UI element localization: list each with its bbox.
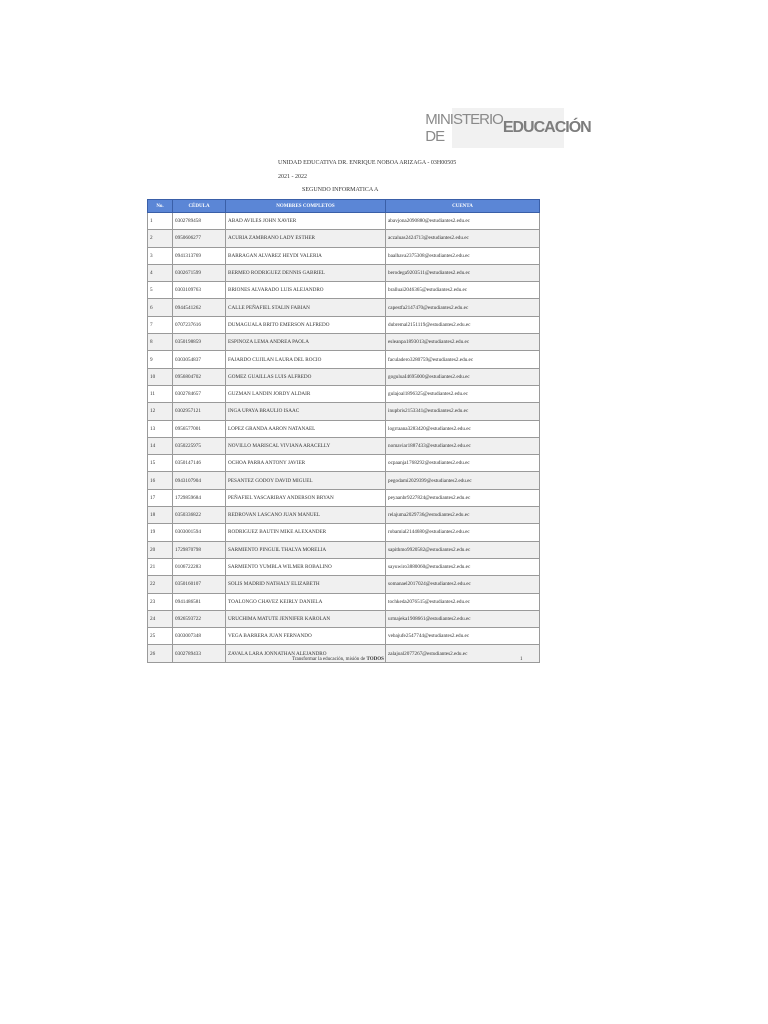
row-id: 0926593722 — [173, 610, 226, 627]
table-header-row — [148, 200, 540, 213]
row-id: 0303007348 — [173, 628, 226, 645]
table-row — [148, 213, 540, 230]
row-account: aczaluas2424713@estudiantes2.edu.ec — [386, 230, 540, 247]
row-id: 0302789433 — [173, 645, 226, 662]
ministry-logo — [425, 108, 591, 148]
row-id: 0707237616 — [173, 316, 226, 333]
row-account: abavjona2090880@estudiantes2.edu.ec — [386, 213, 540, 230]
row-number: 22 — [148, 576, 173, 593]
row-id: 1729870798 — [173, 541, 226, 558]
class-name: SEGUNDO INFORMATICA A — [302, 187, 379, 193]
row-number: 26 — [148, 645, 173, 662]
footer-bold-text: TODOS — [366, 657, 384, 662]
row-name: CALLE PEÑAFIEL STALIN FABIAN — [226, 299, 386, 316]
row-account: esleanpa1893013@estudiantes2.edu.ec — [386, 334, 540, 351]
row-account: urmajeka1908661@estudiantes2.edu.ec — [386, 610, 540, 627]
row-number: 7 — [148, 316, 173, 333]
row-name: PEÑAFIEL YASCARIBAY ANDERSON BRYAN — [226, 489, 386, 506]
row-id: 0302784657 — [173, 385, 226, 402]
row-name: ESPINOZA LEMA ANDREA PAOLA — [226, 334, 386, 351]
student-table — [147, 199, 540, 663]
logo-bold-text: EDUCACIÓN — [502, 119, 591, 136]
row-number: 1 — [148, 213, 173, 230]
row-number: 12 — [148, 403, 173, 420]
row-account: gulajoal1896325@estudiantes2.edu.ec — [386, 385, 540, 402]
table-row — [148, 385, 540, 402]
school-year: 2021 - 2022 — [278, 174, 307, 180]
row-name: VEGA BARRERA JUAN FERNANDO — [226, 628, 386, 645]
row-name: OCHOA PARRA ANTONY JAVIER — [226, 455, 386, 472]
row-name: SARMIENTO YUMBLA WILMER ROBALINO — [226, 558, 386, 575]
row-id: 0303054837 — [173, 351, 226, 368]
row-name: GUZMAN LANDIN JORDY ALDAIR — [226, 385, 386, 402]
row-account: robamial2144680@estudiantes2.edu.ec — [386, 524, 540, 541]
table-row — [148, 576, 540, 593]
page-number: 1 — [520, 657, 523, 662]
row-id: 0302957121 — [173, 403, 226, 420]
table-row — [148, 282, 540, 299]
table-row — [148, 558, 540, 575]
table-row — [148, 316, 540, 333]
row-name: URUCHIMA MATUTE JENNIFER KAROLAN — [226, 610, 386, 627]
row-number: 2 — [148, 230, 173, 247]
row-name: ZAVALA LARA JONNATHAN ALEJANDRO — [226, 645, 386, 662]
row-number: 3 — [148, 247, 173, 264]
row-account: inupbris2153341@estudiantes2.edu.ec — [386, 403, 540, 420]
row-name: ACURIA ZAMBRANO LADY ESTHER — [226, 230, 386, 247]
row-account: tochkeda2076515@estudiantes2.edu.ec — [386, 593, 540, 610]
row-account: pegodami2029399@estudiantes2.edu.ec — [386, 472, 540, 489]
row-number: 18 — [148, 507, 173, 524]
table-row — [148, 507, 540, 524]
row-id: 0350336822 — [173, 507, 226, 524]
column-header-number: No. — [148, 200, 173, 213]
row-number: 4 — [148, 264, 173, 281]
table-row — [148, 524, 540, 541]
row-id: 0350198859 — [173, 334, 226, 351]
row-account: vebajufe2547744@estudiantes2.edu.ec — [386, 628, 540, 645]
table-row — [148, 437, 540, 454]
table-row — [148, 351, 540, 368]
row-number: 21 — [148, 558, 173, 575]
row-account: nomaviar1887433@estudiantes2.edu.ec — [386, 437, 540, 454]
table-row — [148, 541, 540, 558]
row-number: 16 — [148, 472, 173, 489]
row-account: capestfa2147470@estudiantes2.edu.ec — [386, 299, 540, 316]
school-name: UNIDAD EDUCATIVA DR. ENRIQUE NOBOA ARIZAGA - 03H00505 — [278, 160, 457, 166]
row-id: 0956804702 — [173, 368, 226, 385]
row-name: INGA UPAYA BRAULIO ISAAC — [226, 403, 386, 420]
table-row — [148, 472, 540, 489]
table-row — [148, 403, 540, 420]
row-id: 0350160107 — [173, 576, 226, 593]
logo-light-text: MINISTERIO DE — [425, 111, 503, 145]
table-row — [148, 610, 540, 627]
row-number: 20 — [148, 541, 173, 558]
row-name: BRIONES ALVARADO LUIS ALEJANDRO — [226, 282, 386, 299]
row-account: goguluaI4695000@estudiantes2.edu.ec — [386, 368, 540, 385]
table-row — [148, 489, 540, 506]
row-account: sayuwiro3880060@estudiantes2.edu.ec — [386, 558, 540, 575]
row-number: 24 — [148, 610, 173, 627]
row-id: 1729859684 — [173, 489, 226, 506]
row-name: TOALONGO CHAVEZ KEIRLY DANIELA — [226, 593, 386, 610]
row-id: 0943107904 — [173, 472, 226, 489]
row-id: 0944541262 — [173, 299, 226, 316]
table-row — [148, 299, 540, 316]
row-number: 15 — [148, 455, 173, 472]
row-name: BERMEO RODRIGUEZ DENNIS GABRIEL — [226, 264, 386, 281]
table-row — [148, 334, 540, 351]
table-row — [148, 368, 540, 385]
row-name: RODRIGUEZ BAUTIN MIKE ALEXANDER — [226, 524, 386, 541]
row-number: 23 — [148, 593, 173, 610]
row-account: peyaanbr9227824@estudiantes2.edu.ec — [386, 489, 540, 506]
row-id: 0350147146 — [173, 455, 226, 472]
row-id: 0302671599 — [173, 264, 226, 281]
column-header-name: NOMBRES COMPLETOS — [226, 200, 386, 213]
row-number: 5 — [148, 282, 173, 299]
row-account: berodega9203511@estudiantes2.edu.ec — [386, 264, 540, 281]
row-name: SOLIS MADRID NATHALY ELIZABETH — [226, 576, 386, 593]
row-account: sapithmo9920582@estudiantes2.edu.ec — [386, 541, 540, 558]
row-number: 13 — [148, 420, 173, 437]
row-number: 8 — [148, 334, 173, 351]
row-number: 9 — [148, 351, 173, 368]
row-account: dubremal2151119@estudiantes2.edu.ec — [386, 316, 540, 333]
row-number: 6 — [148, 299, 173, 316]
row-id: 0950606277 — [173, 230, 226, 247]
row-name: REDROVAN LASCANO JUAN MANUEL — [226, 507, 386, 524]
row-account: ocpaanja1768292@estudiantes2.edu.ec — [386, 455, 540, 472]
table-row — [148, 230, 540, 247]
row-number: 10 — [148, 368, 173, 385]
row-name: SARMIENTO PINGUIL THALYA MORELIA — [226, 541, 386, 558]
row-account: somanael2017024@estudiantes2.edu.ec — [386, 576, 540, 593]
table-row — [148, 264, 540, 281]
row-name: BARRAGAN ALVAREZ HEYDI VALERIA — [226, 247, 386, 264]
row-name: FAJARDO CUJILAN LAURA DEL ROCIO — [226, 351, 386, 368]
row-id: 0302789458 — [173, 213, 226, 230]
row-number: 25 — [148, 628, 173, 645]
row-account: faculadero3280759@estudiantes2.edu.ec — [386, 351, 540, 368]
footer-text: Transformar la educación, misión de — [292, 657, 367, 662]
table-row — [148, 247, 540, 264]
row-account: relajuma2029736@estudiantes2.edu.ec — [386, 507, 540, 524]
column-header-id: CÉDULA — [173, 200, 226, 213]
column-header-account: CUENTA — [386, 200, 540, 213]
row-account: bralluai2046365@estudiantes2.edu.ec — [386, 282, 540, 299]
row-name: NOVILLO MARISCAL VIVIANA ARACELLY — [226, 437, 386, 454]
row-account: baalhava2375308@estudiantes2.edu.ec — [386, 247, 540, 264]
row-name: DUMAGUALA BRITO EMERSON ALFREDO — [226, 316, 386, 333]
row-name: LOPEZ GRANDA AARON NATANAEL — [226, 420, 386, 437]
table-row — [148, 628, 540, 645]
row-id: 0941486581 — [173, 593, 226, 610]
row-id: 0350225975 — [173, 437, 226, 454]
table-row — [148, 420, 540, 437]
row-account: zalajoal2077267@estudiantes2.edu.ec — [386, 645, 540, 662]
row-name: ABAD AVILES JOHN XAVIER — [226, 213, 386, 230]
row-id: 0106722283 — [173, 558, 226, 575]
table-row — [148, 455, 540, 472]
row-name: GOMEZ GUAILLAS LUIS ALFREDO — [226, 368, 386, 385]
row-id: 0303001594 — [173, 524, 226, 541]
row-number: 14 — [148, 437, 173, 454]
footer-motto — [292, 657, 384, 662]
row-id: 0303109763 — [173, 282, 226, 299]
table-row — [148, 593, 540, 610]
row-number: 17 — [148, 489, 173, 506]
row-number: 11 — [148, 385, 173, 402]
row-account: logrraana3283420@estudiantes2.edu.ec — [386, 420, 540, 437]
row-id: 0941313769 — [173, 247, 226, 264]
row-id: 0956577001 — [173, 420, 226, 437]
row-name: PESANTEZ GODOY DAVID MIGUEL — [226, 472, 386, 489]
row-number: 19 — [148, 524, 173, 541]
